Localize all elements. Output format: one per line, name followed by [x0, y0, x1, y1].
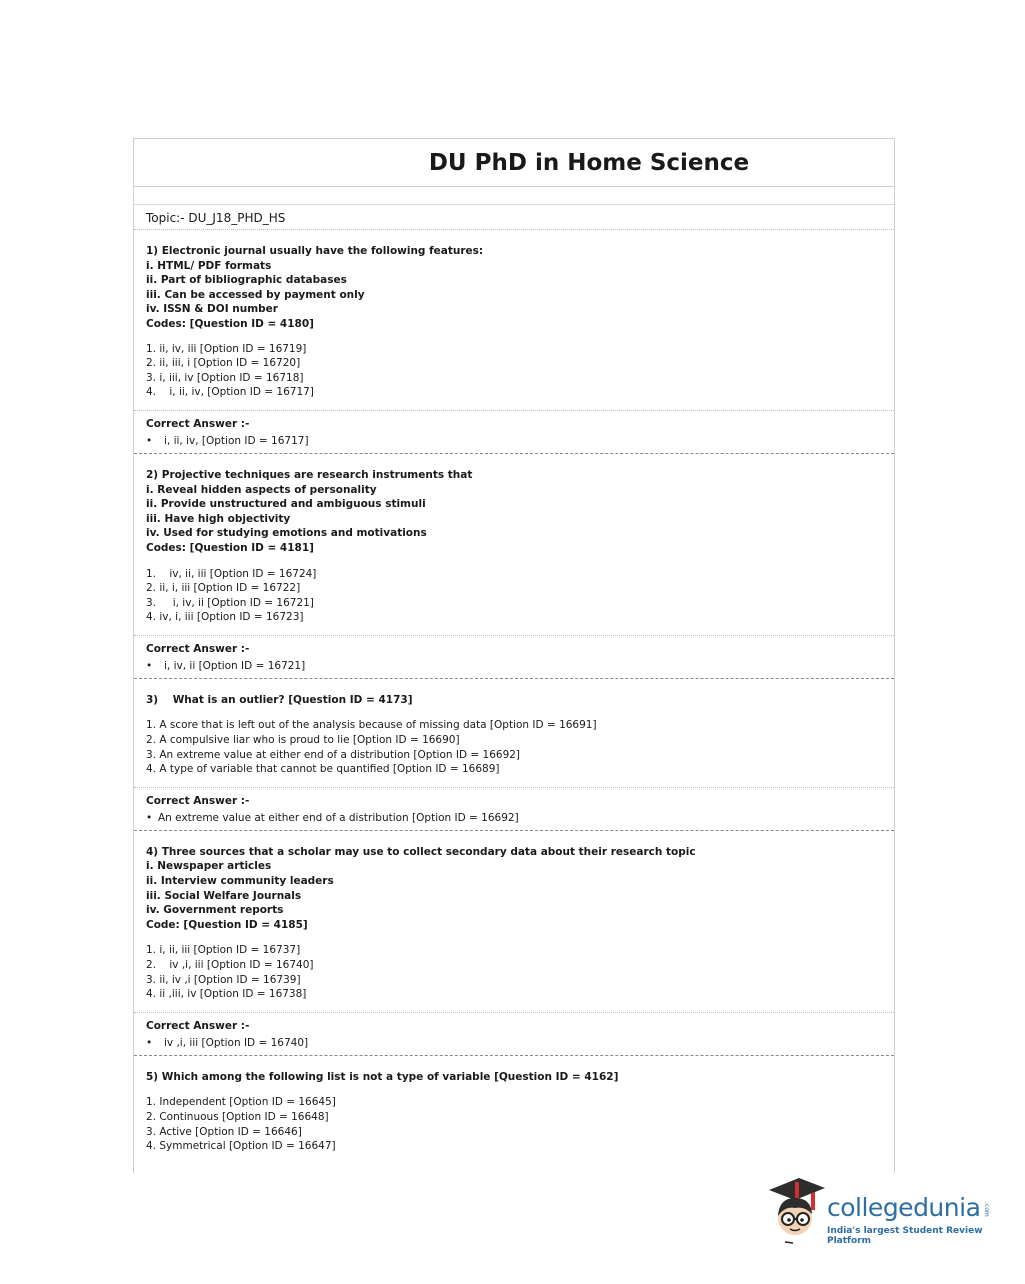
topic-label: Topic:- DU_J18_PHD_HS — [134, 204, 894, 230]
option-item: 1. ii, iv, iii [Option ID = 16719] — [146, 342, 307, 355]
graduate-mascot-icon — [765, 1176, 827, 1246]
question-4 — [134, 831, 894, 1002]
bullet-icon: • — [146, 811, 153, 824]
brand-tagline: India's largest Student Review Platform — [827, 1226, 983, 1246]
option-item: 4. ii ,iii, iv [Option ID = 16738] — [146, 988, 307, 1001]
brand-name: collegedunia — [827, 1193, 981, 1222]
option-item: 4. Symmetrical [Option ID = 16647] — [146, 1140, 336, 1153]
option-item: 1. iv, ii, iii [Option ID = 16724] — [146, 567, 317, 580]
question-line: 2) Projective techniques are research instruments that — [146, 468, 473, 481]
correct-answer-label: Correct Answer :- — [146, 794, 250, 807]
correct-answer-block — [134, 635, 894, 678]
option-item: 4. A type of variable that cannot be quantified [Option ID = 16689] — [146, 763, 500, 776]
correct-answer-block — [134, 1012, 894, 1055]
option-item: 2. iv ,i, iii [Option ID = 16740] — [146, 959, 314, 971]
option-item: 1. A score that is left out of the analysis because of missing data [Option ID = 16691] — [146, 719, 597, 732]
page-title: DU PhD in Home Science — [134, 139, 894, 187]
bullet-icon: • — [146, 434, 153, 447]
option-item: 3. Active [Option ID = 16646] — [146, 1125, 302, 1138]
option-item: 2. ii, i, iii [Option ID = 16722] — [146, 582, 301, 595]
correct-answer-label: Correct Answer :- — [146, 642, 250, 655]
correct-answer-label: Correct Answer :- — [146, 417, 250, 430]
question-line: 4) Three sources that a scholar may use to collect secondary data about their research topic — [146, 845, 696, 858]
question-line: iii. Social Welfare Journals — [146, 889, 302, 902]
bullet-icon: • — [146, 659, 153, 672]
correct-answer-label: Correct Answer :- — [146, 1019, 250, 1032]
question-line: iii. Can be accessed by payment only — [146, 288, 365, 301]
option-item: 2. ii, iii, i [Option ID = 16720] — [146, 357, 301, 370]
question-line: ii. Part of bibliographic databases — [146, 274, 347, 287]
question-line: Codes: [Question ID = 4181] — [146, 541, 314, 554]
options-list — [146, 567, 882, 625]
question-line: ii. Interview community leaders — [146, 875, 334, 888]
option-item: 3. An extreme value at either end of a distribution [Option ID = 16692] — [146, 748, 521, 761]
option-item: 3. ii, iv ,i [Option ID = 16739] — [146, 973, 301, 986]
options-list — [146, 718, 882, 776]
option-item: 4. iv, i, iii [Option ID = 16723] — [146, 611, 304, 624]
option-item: 1. i, ii, iii [Option ID = 16737] — [146, 944, 301, 957]
options-list — [146, 943, 882, 1001]
question-line: 1) Electronic journal usually have the following features: — [146, 245, 484, 257]
correct-answer-value: i, ii, iv, [Option ID = 16717] — [164, 434, 309, 447]
option-item: 2. A compulsive liar who is proud to lie [Option ID = 16690] — [146, 734, 460, 747]
options-list — [146, 342, 882, 400]
option-item: 3. i, iii, iv [Option ID = 16718] — [146, 371, 304, 384]
question-3 — [134, 679, 894, 777]
option-item: 4. i, ii, iv, [Option ID = 16717] — [146, 386, 314, 399]
question-line: iv. Used for studying emotions and motivations — [146, 527, 427, 540]
question-line: iv. ISSN & DOI number — [146, 303, 278, 316]
question-line: i. HTML/ PDF formats — [146, 259, 272, 272]
question-5 — [134, 1056, 894, 1154]
question-2 — [134, 454, 894, 625]
bullet-icon: • — [146, 1036, 153, 1049]
correct-answer-block — [134, 410, 894, 453]
question-line: iii. Have high objectivity — [146, 512, 291, 525]
question-line: ii. Provide unstructured and ambiguous stimuli — [146, 498, 426, 511]
question-line: Code: [Question ID = 4185] — [146, 918, 308, 931]
question-line: 5) Which among the following list is not a type of variable [Question ID = 4162] — [146, 1070, 619, 1083]
correct-answer-value: iv ,i, iii [Option ID = 16740] — [164, 1036, 309, 1049]
question-1 — [134, 230, 894, 400]
question-line: i. Reveal hidden aspects of personality — [146, 483, 377, 496]
question-line: iv. Government reports — [146, 904, 284, 917]
question-paper — [133, 138, 895, 1173]
correct-answer-block — [134, 787, 894, 830]
correct-answer-value: i, iv, ii [Option ID = 16721] — [164, 659, 306, 672]
option-item: 3. i, iv, ii [Option ID = 16721] — [146, 596, 314, 609]
question-line: i. Newspaper articles — [146, 860, 272, 873]
question-line: Codes: [Question ID = 4180] — [146, 317, 314, 330]
option-item: 1. Independent [Option ID = 16645] — [146, 1096, 336, 1109]
question-line: 3) What is an outlier? [Question ID = 4173] — [146, 693, 413, 706]
brand-domain-suffix: .com — [983, 1202, 990, 1217]
correct-answer-value: An extreme value at either end of a distribution [Option ID = 16692] — [158, 811, 519, 824]
options-list — [146, 1095, 882, 1153]
option-item: 2. Continuous [Option ID = 16648] — [146, 1110, 329, 1123]
